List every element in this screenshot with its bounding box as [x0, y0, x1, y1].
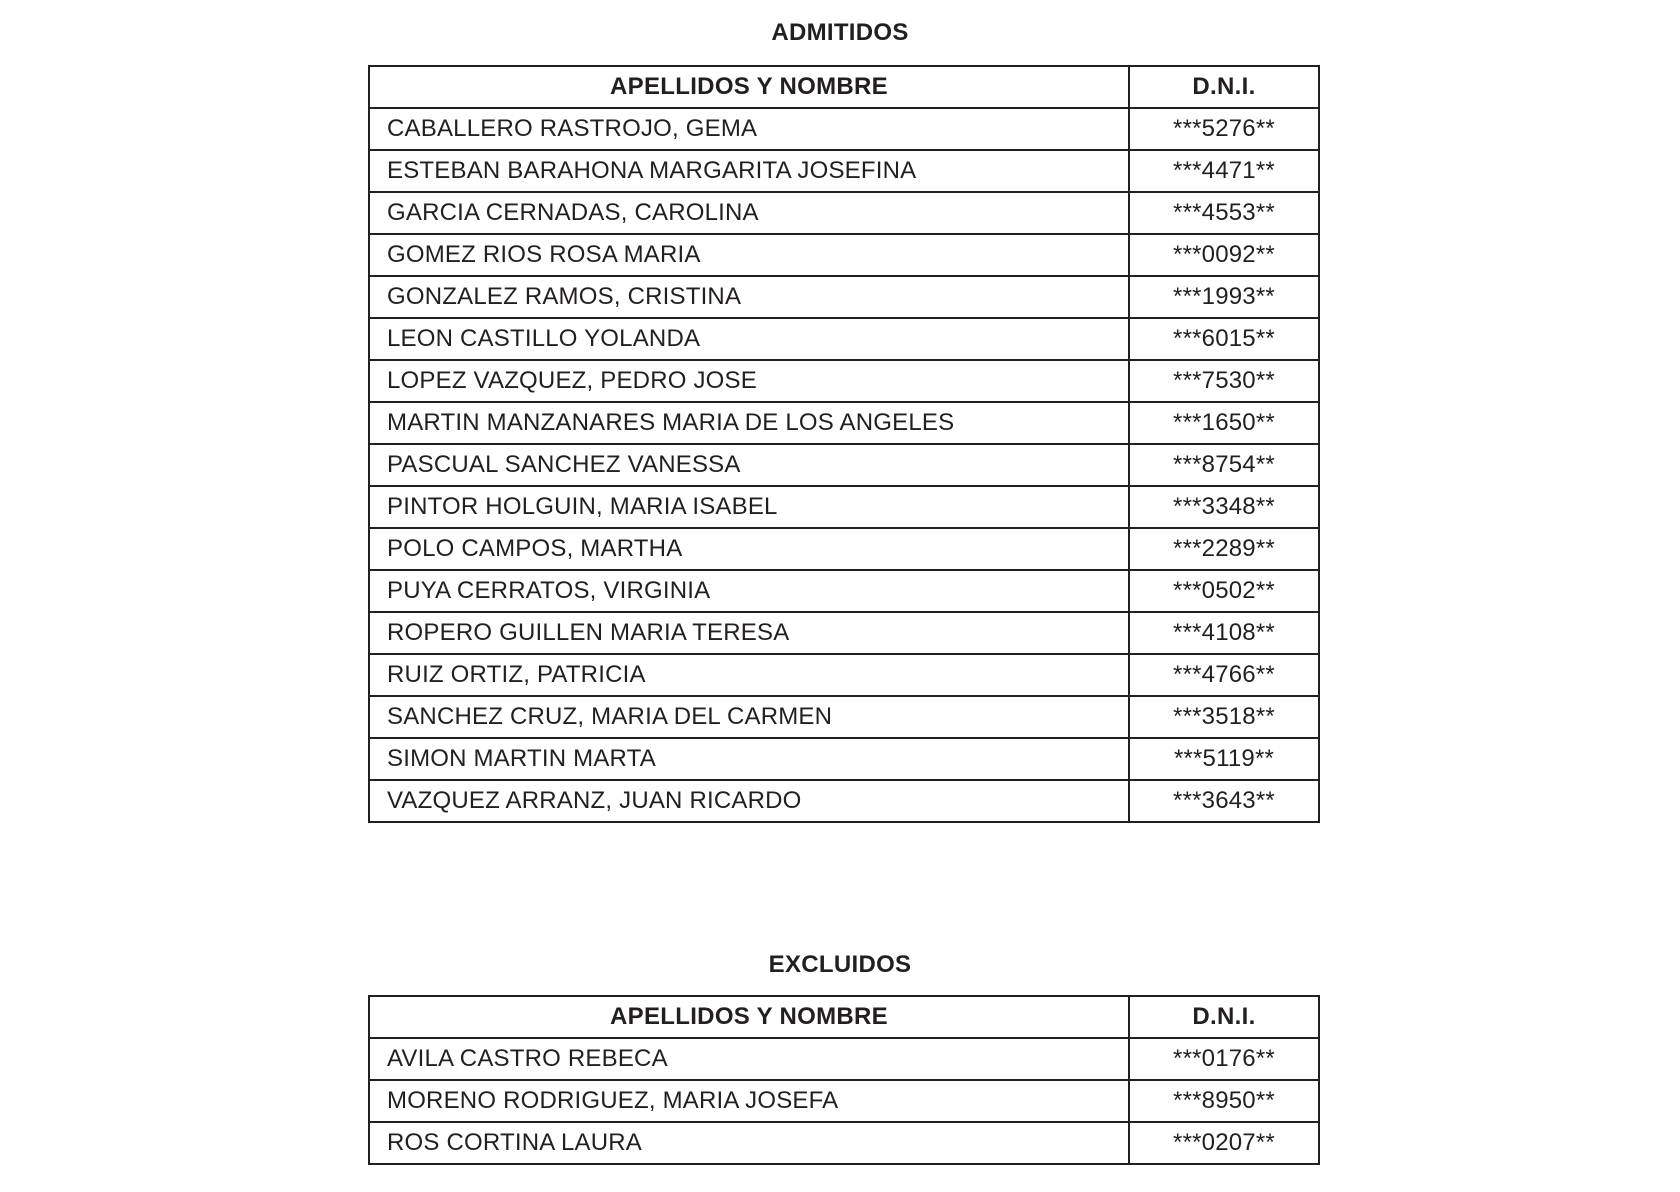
- table-header-row: [369, 996, 1319, 1038]
- table-row: [369, 570, 1319, 612]
- cell-dni: ***0502**: [1129, 570, 1319, 612]
- cell-dni: ***1993**: [1129, 276, 1319, 318]
- cell-dni: ***8754**: [1129, 444, 1319, 486]
- cell-dni: ***4766**: [1129, 654, 1319, 696]
- section-title-excluidos: EXCLUIDOS: [768, 951, 912, 978]
- cell-dni: ***2289**: [1129, 528, 1319, 570]
- table-row: [369, 654, 1319, 696]
- cell-dni: ***7530**: [1129, 360, 1319, 402]
- table-row: [369, 486, 1319, 528]
- cell-name: PUYA CERRATOS, VIRGINIA: [369, 570, 1129, 612]
- table-row: [369, 192, 1319, 234]
- cell-name: GOMEZ RIOS ROSA MARIA: [369, 234, 1129, 276]
- cell-name: ROS CORTINA LAURA: [369, 1122, 1129, 1164]
- cell-name: CABALLERO RASTROJO, GEMA: [369, 108, 1129, 150]
- column-header-dni: D.N.I.: [1129, 66, 1319, 108]
- cell-dni: ***0176**: [1129, 1038, 1319, 1080]
- cell-name: AVILA CASTRO REBECA: [369, 1038, 1129, 1080]
- cell-dni: ***4553**: [1129, 192, 1319, 234]
- column-header-dni: D.N.I.: [1129, 996, 1319, 1038]
- cell-dni: ***0207**: [1129, 1122, 1319, 1164]
- table-row: [369, 234, 1319, 276]
- cell-dni: ***5276**: [1129, 108, 1319, 150]
- table-row: [369, 276, 1319, 318]
- table-row: [369, 528, 1319, 570]
- cell-name: PASCUAL SANCHEZ VANESSA: [369, 444, 1129, 486]
- cell-dni: ***3518**: [1129, 696, 1319, 738]
- cell-dni: ***5119**: [1129, 738, 1319, 780]
- table-row: [369, 1080, 1319, 1122]
- cell-dni: ***3348**: [1129, 486, 1319, 528]
- admitidos-table: [368, 65, 1320, 823]
- cell-name: GARCIA CERNADAS, CAROLINA: [369, 192, 1129, 234]
- cell-dni: ***4108**: [1129, 612, 1319, 654]
- cell-name: ROPERO GUILLEN MARIA TERESA: [369, 612, 1129, 654]
- cell-dni: ***1650**: [1129, 402, 1319, 444]
- cell-name: SIMON MARTIN MARTA: [369, 738, 1129, 780]
- table-row: [369, 360, 1319, 402]
- cell-dni: ***4471**: [1129, 150, 1319, 192]
- cell-name: SANCHEZ CRUZ, MARIA DEL CARMEN: [369, 696, 1129, 738]
- table-row: [369, 1038, 1319, 1080]
- cell-name: LEON CASTILLO YOLANDA: [369, 318, 1129, 360]
- cell-name: POLO CAMPOS, MARTHA: [369, 528, 1129, 570]
- table-row: [369, 738, 1319, 780]
- excluidos-table: [368, 995, 1320, 1165]
- table-row: [369, 108, 1319, 150]
- table-row: [369, 1122, 1319, 1164]
- cell-dni: ***3643**: [1129, 780, 1319, 822]
- cell-dni: ***6015**: [1129, 318, 1319, 360]
- cell-name: LOPEZ VAZQUEZ, PEDRO JOSE: [369, 360, 1129, 402]
- table-row: [369, 402, 1319, 444]
- cell-name: RUIZ ORTIZ, PATRICIA: [369, 654, 1129, 696]
- cell-name: ESTEBAN BARAHONA MARGARITA JOSEFINA: [369, 150, 1129, 192]
- table-row: [369, 780, 1319, 822]
- table-row: [369, 696, 1319, 738]
- cell-dni: ***8950**: [1129, 1080, 1319, 1122]
- cell-name: MORENO RODRIGUEZ, MARIA JOSEFA: [369, 1080, 1129, 1122]
- cell-name: VAZQUEZ ARRANZ, JUAN RICARDO: [369, 780, 1129, 822]
- cell-name: MARTIN MANZANARES MARIA DE LOS ANGELES: [369, 402, 1129, 444]
- table-row: [369, 444, 1319, 486]
- cell-name: PINTOR HOLGUIN, MARIA ISABEL: [369, 486, 1129, 528]
- table-row: [369, 318, 1319, 360]
- column-header-name: APELLIDOS Y NOMBRE: [369, 996, 1129, 1038]
- cell-name: GONZALEZ RAMOS, CRISTINA: [369, 276, 1129, 318]
- table-row: [369, 150, 1319, 192]
- column-header-name: APELLIDOS Y NOMBRE: [369, 66, 1129, 108]
- cell-dni: ***0092**: [1129, 234, 1319, 276]
- section-title-admitidos: ADMITIDOS: [771, 19, 909, 46]
- table-header-row: [369, 66, 1319, 108]
- table-row: [369, 612, 1319, 654]
